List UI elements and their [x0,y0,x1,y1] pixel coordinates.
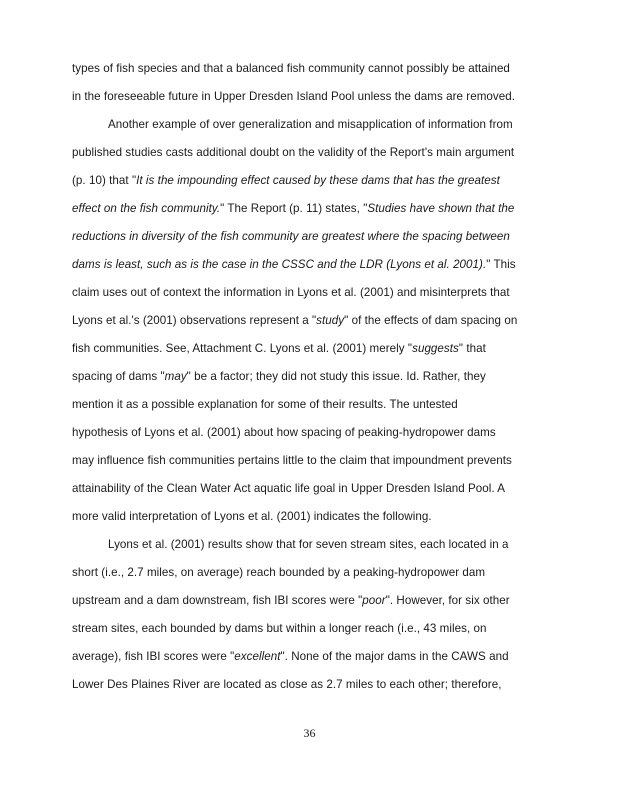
text-run: upstream and a dam downstream, fish IBI scores were " [72,594,363,607]
text-line [72,482,505,496]
text-line [72,174,500,188]
text-line [72,62,510,76]
text-line [72,510,432,524]
text-line [72,314,517,328]
text-line [72,230,510,244]
italic-quote-text: Studies have shown that the [367,202,515,215]
text-run: " The Report (p. 11) states, " [220,202,368,215]
italic-quote-text: effect on the fish community. [72,202,221,215]
text-run: mention it as a possible explanation for some of their results. The untested [72,398,458,411]
italic-quote-text: dams is least, such as is the case in the CSSC and the LDR (Lyons et al. 2001). [72,258,487,271]
text-line [72,258,516,272]
text-line [72,90,515,104]
text-run: " be a factor; they did not study this issue. Id. Rather, they [186,370,486,383]
text-run: in the foreseeable future in Upper Dresden Island Pool unless the dams are removed. [72,90,516,103]
text-line [108,118,513,132]
text-line [72,454,512,468]
text-run: spacing of dams " [72,370,165,383]
text-run: published studies casts additional doubt on the validity of the Report's main argument [72,146,515,159]
italic-quote-text: study [316,314,345,327]
text-run: claim uses out of context the information in Lyons et al. (2001) and misinterprets that [72,286,510,299]
text-line [72,678,501,692]
italic-quote-text: poor [362,594,386,607]
text-run: Lower Des Plaines River are located as close as 2.7 miles to each other; therefore, [72,678,502,691]
text-run: short (i.e., 2.7 miles, on average) reach bounded by a peaking-hydropower dam [72,566,486,579]
italic-quote-text: suggests [412,342,459,355]
italic-quote-text: may [164,370,187,383]
text-run: Another example of over generalization and misapplication of information from [108,118,513,131]
text-run: Lyons et al. (2001) results show that for seven stream sites, each located in a [108,538,509,551]
text-run: " that [458,342,486,355]
text-run: hypothesis of Lyons et al. (2001) about how spacing of peaking-hydropower dams [72,426,496,439]
text-line [72,370,486,384]
page-number: 36 [303,726,316,740]
text-run: " This [486,258,516,271]
italic-quote-text: reductions in diversity of the fish community are greatest where the spacing between [72,230,510,243]
text-run: Lyons et al.'s (2001) observations represent a " [72,314,317,327]
text-run: stream sites, each bounded by dams but within a longer reach (i.e., 43 miles, on [72,622,487,635]
text-run: more valid interpretation of Lyons et al. (2001) indicates the following. [72,510,432,523]
text-line [72,650,509,664]
text-run: types of fish species and that a balanced fish community cannot possibly be attained [72,62,510,75]
text-run: may influence fish communities pertains little to the claim that impoundment prevents [72,454,512,467]
text-run: " of the effects of dam spacing on [344,314,518,327]
text-run: ". However, for six other [385,594,510,607]
text-run: fish communities. See, Attachment C. Lyons et al. (2001) merely " [72,342,413,355]
text-line [72,622,487,636]
text-line [72,426,496,440]
text-run: (p. 10) that " [72,174,137,187]
text-line [72,202,514,216]
text-line [108,538,509,552]
text-line [72,566,485,580]
italic-quote-text: It is the impounding effect caused by these dams that has the greatest [136,174,500,187]
text-run: average), fish IBI scores were " [72,650,235,663]
text-line [72,286,510,300]
text-run: attainability of the Clean Water Act aquatic life goal in Upper Dresden Island Pool. A [72,482,506,495]
italic-quote-text: excellent [234,650,281,663]
text-line [72,146,514,160]
text-line [72,398,458,412]
text-run: ". None of the major dams in the CAWS and [280,650,509,663]
text-line [72,342,486,356]
text-line [72,594,510,608]
